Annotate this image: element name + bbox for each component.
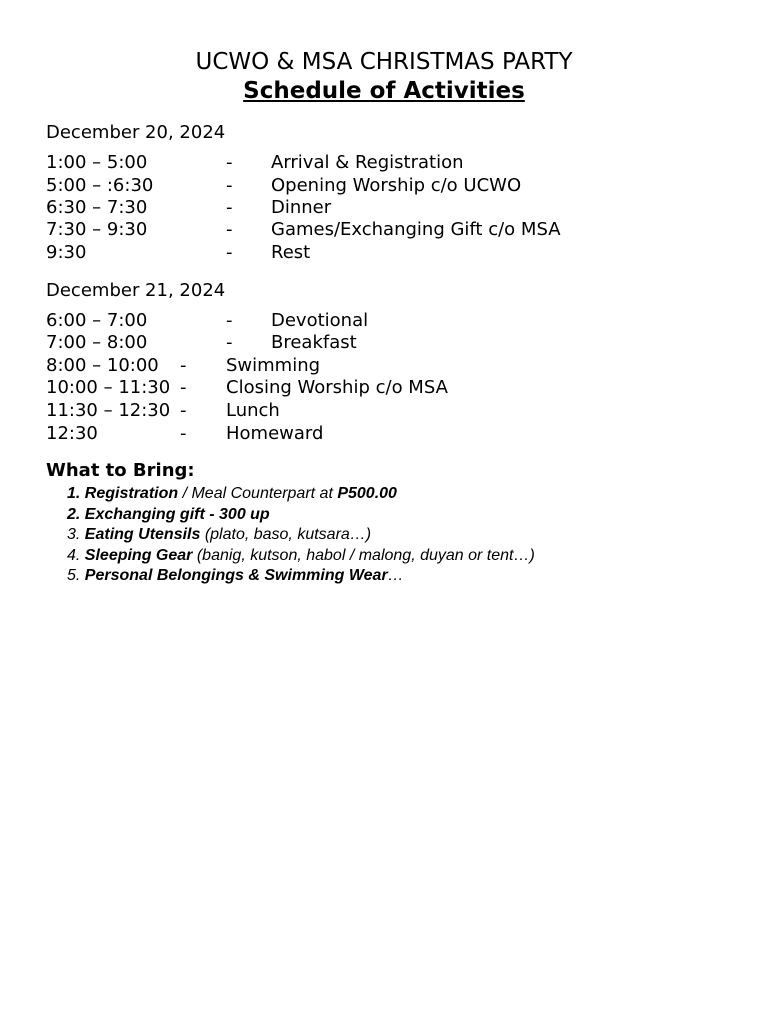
bring-item-name: Exchanging gift - 300 up: [84, 506, 270, 523]
bring-item: [67, 525, 371, 545]
schedule-dash: -: [226, 197, 233, 218]
bring-item-price: P500.00: [337, 485, 397, 502]
schedule-dash: -: [180, 377, 187, 398]
schedule-row: [46, 355, 686, 377]
schedule-activity: Games/Exchanging Gift c/o MSA: [271, 219, 561, 240]
schedule-activity: Lunch: [226, 400, 280, 421]
schedule-dash: -: [226, 175, 233, 196]
schedule-dash: -: [226, 310, 233, 331]
bring-heading: What to Bring:: [46, 460, 195, 481]
bring-item: [67, 566, 404, 586]
schedule-time: 7:00 – 8:00: [46, 332, 148, 353]
schedule-row: [46, 152, 686, 174]
schedule-dash: -: [226, 332, 233, 353]
bring-item-name: Registration: [84, 485, 179, 502]
bring-item-name: Personal Belongings & Swimming Wear: [84, 567, 388, 584]
schedule-dash: -: [226, 152, 233, 173]
bring-item: [67, 505, 270, 525]
schedule-activity: Arrival & Registration: [271, 152, 464, 173]
bring-item: [67, 484, 397, 504]
schedule-activity: Homeward: [226, 423, 324, 444]
schedule-time: 11:30 – 12:30: [46, 400, 171, 421]
schedule-row: [46, 332, 686, 354]
schedule-dash: -: [180, 400, 187, 421]
schedule-row: [46, 423, 686, 445]
schedule-activity: Devotional: [271, 310, 369, 331]
bring-item-note: …: [387, 567, 404, 584]
schedule-time: 7:30 – 9:30: [46, 219, 148, 240]
schedule-time: 8:00 – 10:00: [46, 355, 159, 376]
schedule-activity: Dinner: [271, 197, 332, 218]
schedule-dash: -: [180, 355, 187, 376]
bring-item-note: / Meal Counterpart at: [178, 485, 338, 502]
schedule-row: [46, 242, 686, 264]
schedule-time: 6:30 – 7:30: [46, 197, 148, 218]
schedule-activity: Closing Worship c/o MSA: [226, 377, 448, 398]
page-subtitle: Schedule of Activities: [243, 78, 525, 104]
bring-item-number: 4.: [67, 547, 81, 564]
bring-item-number: 2.: [67, 506, 81, 523]
schedule-time: 9:30: [46, 242, 87, 263]
schedule-time: 10:00 – 11:30: [46, 377, 171, 398]
schedule-activity: Swimming: [226, 355, 321, 376]
schedule-activity: Breakfast: [271, 332, 357, 353]
schedule-dash: -: [226, 242, 233, 263]
bring-item-note: (banig, kutson, habol / malong, duyan or tent…): [192, 547, 535, 564]
schedule-time: 1:00 – 5:00: [46, 152, 148, 173]
bring-item-name: Sleeping Gear: [84, 547, 193, 564]
schedule-time: 12:30: [46, 423, 98, 444]
schedule-activity: Opening Worship c/o UCWO: [271, 175, 522, 196]
bring-item-number: 5.: [67, 567, 81, 584]
schedule-row: [46, 400, 686, 422]
schedule-time: 6:00 – 7:00: [46, 310, 148, 331]
schedule-row: [46, 197, 686, 219]
schedule-row: [46, 219, 686, 241]
schedule-row: [46, 377, 686, 399]
schedule-row: [46, 310, 686, 332]
bring-item-note: (plato, baso, kutsara…): [200, 526, 372, 543]
schedule-time: 5:00 – :6:30: [46, 175, 154, 196]
day2-date: December 21, 2024: [46, 280, 226, 301]
bring-item-number: 1.: [67, 485, 81, 502]
schedule-row: [46, 175, 686, 197]
bring-item-number: 3.: [67, 526, 81, 543]
page-title: UCWO & MSA CHRISTMAS PARTY: [195, 49, 573, 75]
schedule-activity: Rest: [271, 242, 311, 263]
day1-date: December 20, 2024: [46, 122, 226, 143]
bring-item-name: Eating Utensils: [84, 526, 201, 543]
schedule-dash: -: [180, 423, 187, 444]
bring-item: [67, 546, 535, 566]
schedule-dash: -: [226, 219, 233, 240]
